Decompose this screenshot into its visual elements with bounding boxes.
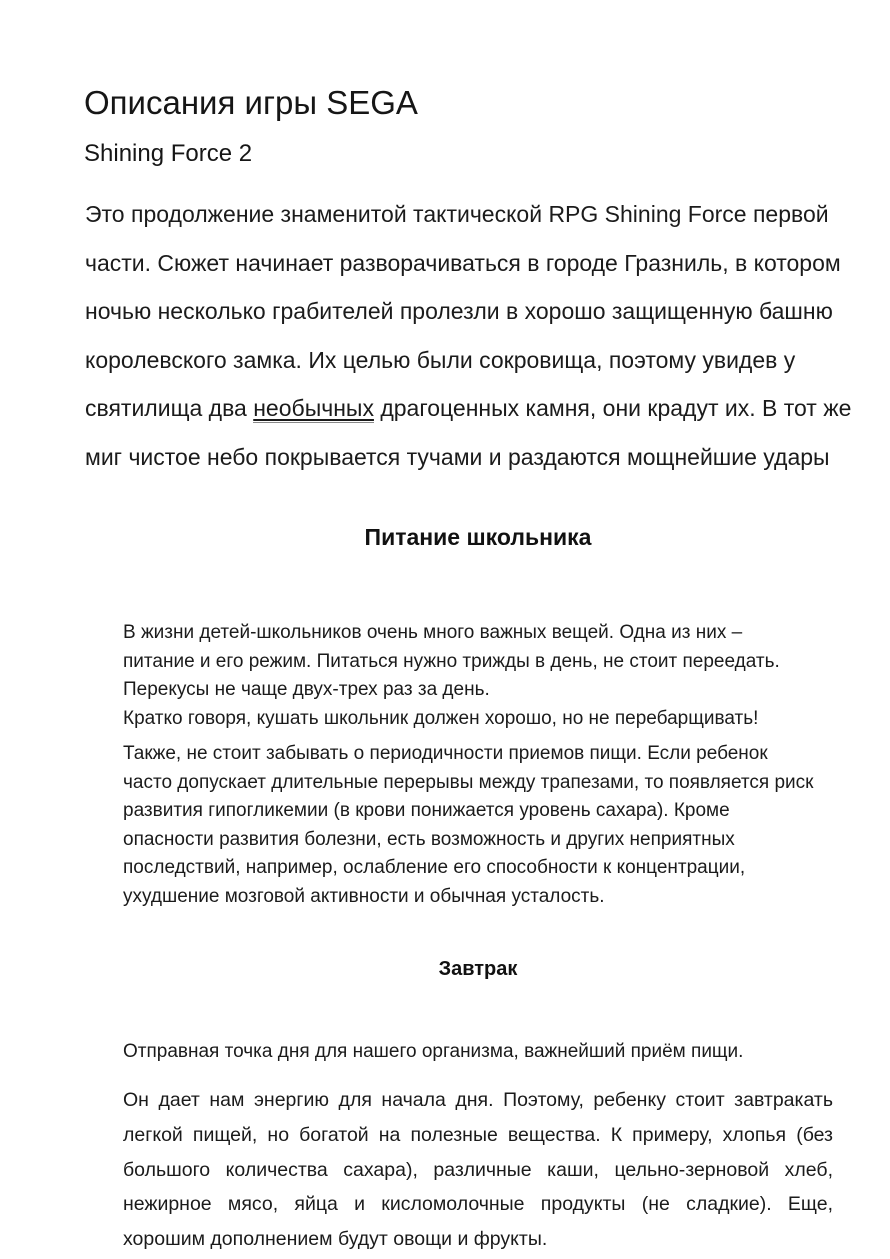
doc2-paragraph1-line: Кратко говоря, кушать школьник должен хорошо, но не перебарщивать! [123, 707, 759, 729]
doc2-paragraph3-line: хорошим дополнением будут овощи и фрукты. [123, 1228, 548, 1251]
doc1-title: Описания игры SEGA [84, 84, 418, 121]
doc2-paragraph-2 [123, 740, 863, 911]
doc2-paragraph2-line: ухудшение мозговой активности и обычная усталость. [123, 885, 605, 907]
doc2-paragraph-1 [123, 619, 863, 733]
doc1-paragraph-line: части. Сюжет начинает разворачиваться в городе Гразниль, в котором [85, 249, 841, 276]
doc1-line5-after: драгоценных камня, они крадут их. В тот же [373, 395, 852, 421]
doc2-paragraph2-line: часто допускает длительные перерывы между трапезами, то появляется риск [123, 771, 814, 793]
doc2-paragraph1-line: питание и его режим. Питаться нужно трижды в день, не стоит переедать. [123, 650, 780, 672]
doc2-section-title: Питание школьника [364, 524, 592, 550]
doc2-paragraph3-line: легкой пищей, но богатой на полезные вещества. К примеру, хлопья (без [123, 1123, 833, 1146]
doc2-paragraph3-line: нежирное мясо, яйца и кисломолочные продукты (не сладкие). Еще, [123, 1193, 833, 1216]
doc2-paragraph3-line: большого количества сахара), различные каши, цельно-зерновой хлеб, [123, 1158, 833, 1181]
underlined-word: необычных [253, 395, 374, 421]
doc2-lead-line: Отправная точка дня для нашего организма, важнейший приём пищи. [123, 1041, 744, 1062]
doc2-paragraph2-line: развития гипогликемии (в крови понижается уровень сахара). Кроме [123, 800, 730, 821]
doc2-paragraph2-line: Также, не стоит забывать о периодичности приемов пищи. Если ребенок [123, 743, 768, 764]
doc1-line5-before: святилища два [85, 395, 254, 421]
doc2-paragraph2-line: последствий, например, ослабление его способности к концентрации, [123, 857, 746, 878]
doc1-paragraph-line: Это продолжение знаменитой тактической RPG Shining Force первой [85, 201, 829, 227]
doc1-paragraph-line-with-underline [85, 384, 851, 433]
doc2-paragraph-3 [123, 1083, 833, 1257]
doc2-paragraph1-line: Перекусы не чаще двух-трех раз за день. [123, 679, 490, 700]
doc1-subtitle: Shining Force 2 [84, 140, 253, 167]
doc2-paragraph1-line: В жизни детей-школьников очень много важных вещей. Одна из них – [123, 622, 743, 643]
doc1-paragraph [85, 190, 851, 481]
doc2-subsection-title: Завтрак [438, 958, 518, 980]
doc2-paragraph2-line: опасности развития болезни, есть возможность и других неприятных [123, 828, 735, 850]
doc1-paragraph-line: миг чистое небо покрывается тучами и раздаются мощнейшие удары [85, 443, 830, 470]
doc1-paragraph-line: ночью несколько грабителей пролезли в хорошо защищенную башню [85, 298, 833, 324]
doc2-paragraph3-line: Он дает нам энергию для начала дня. Поэтому, ребенку стоит завтракать [123, 1089, 833, 1111]
doc1-paragraph-line: королевского замка. Их целью были сокровища, поэтому увидев у [85, 346, 796, 373]
